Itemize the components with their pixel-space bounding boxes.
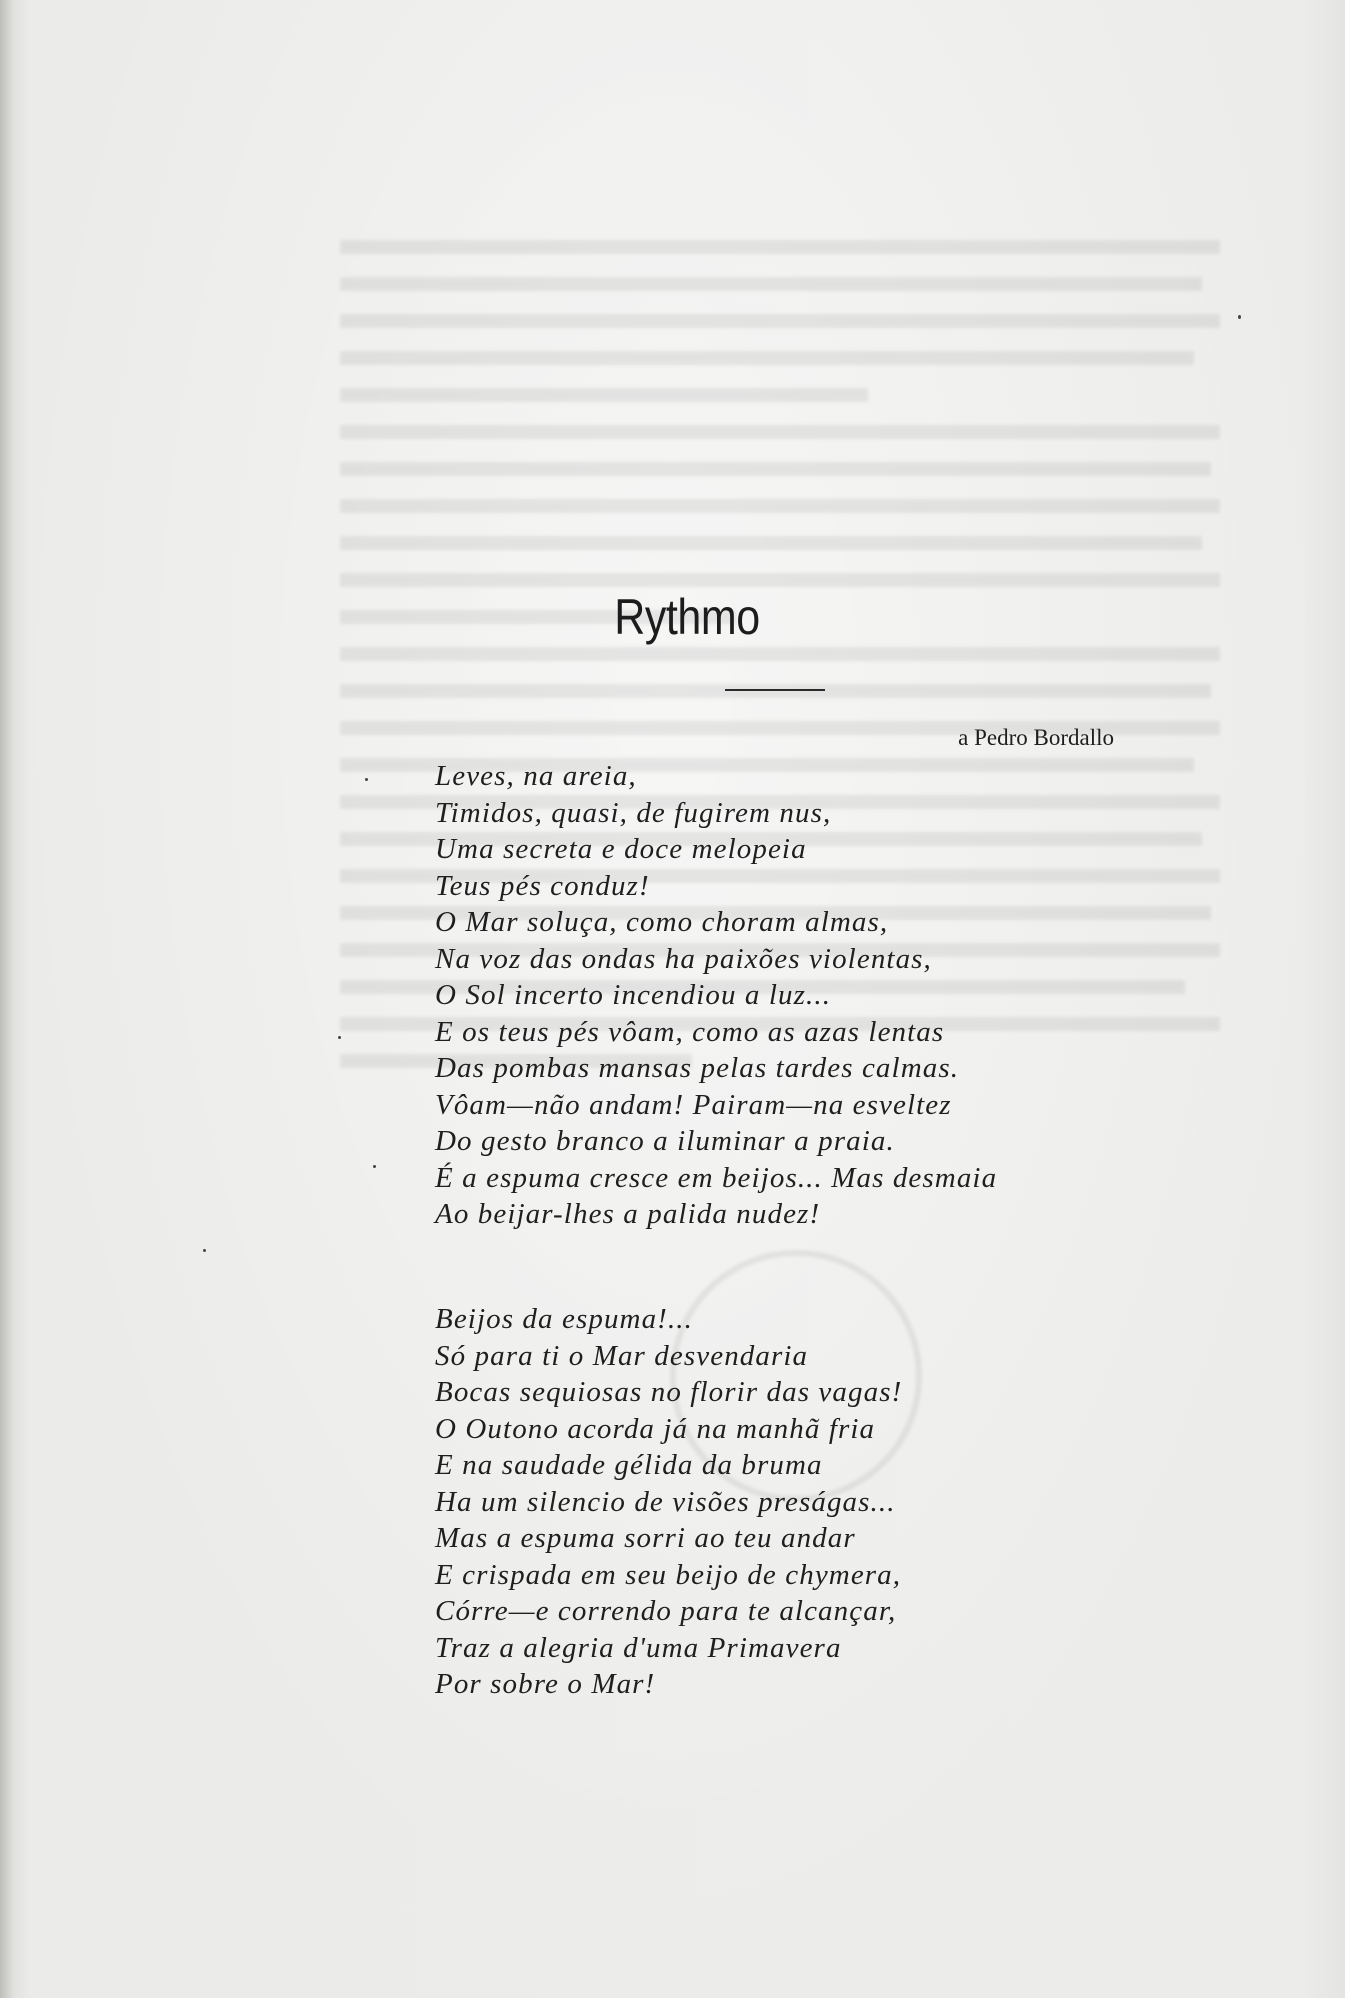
verse-line: Bocas sequiosas no florir das vagas!	[435, 1376, 903, 1408]
title-divider	[725, 689, 825, 691]
verse-line: Vôam—não andam! Pairam—na esveltez	[435, 1088, 952, 1121]
verse-line: Timidos, quasi, de fugirem nus,	[435, 796, 832, 829]
verse-line: Do gesto branco a iluminar a praia.	[435, 1125, 895, 1157]
poem-stanza-1	[435, 758, 997, 1233]
poem-stanza-2	[435, 1301, 902, 1703]
paper-speck	[373, 1165, 376, 1168]
verse-line: Das pombas mansas pelas tardes calmas.	[435, 1052, 960, 1084]
verse-line: E crispada em seu beijo de chymera,	[435, 1558, 902, 1591]
verse-line: Leves, na areia,	[435, 760, 637, 792]
paper-speck	[338, 1036, 341, 1039]
verse-line: Por sobre o Mar!	[435, 1668, 656, 1700]
poem-dedication: a Pedro Bordallo	[958, 725, 1114, 750]
verse-line: O Sol incerto incendiou a luz...	[435, 979, 832, 1011]
paper-speck	[203, 1249, 206, 1252]
verse-line: E os teus pés vôam, como as azas lentas	[435, 1015, 945, 1048]
verse-line: Córre—e correndo para te alcançar,	[435, 1595, 897, 1627]
verse-line: O Mar soluça, como choram almas,	[435, 906, 889, 938]
verse-line: E na saudade gélida da bruma	[435, 1449, 823, 1481]
paper-speck	[1238, 315, 1241, 319]
verse-line: Traz a alegria d'uma Primavera	[435, 1631, 842, 1664]
verse-line: Ao beijar-lhes a palida nudez!	[435, 1198, 821, 1230]
verse-line: Mas a espuma sorri ao teu andar	[435, 1522, 856, 1554]
verse-line: Na voz das ondas ha paixões violentas,	[435, 942, 932, 975]
verse-line: Teus pés conduz!	[435, 869, 650, 902]
verse-line: Ha um silencio de visões preságas...	[435, 1485, 896, 1518]
paper-speck	[365, 778, 368, 781]
verse-line: O Outono acorda já na manhã fria	[435, 1412, 876, 1445]
page-binding-edge	[0, 0, 14, 1998]
verse-line: Uma secreta e doce melopeia	[435, 833, 807, 865]
verse-line: Só para ti o Mar desvendaria	[435, 1339, 809, 1372]
verse-line: Beijos da espuma!...	[435, 1303, 693, 1335]
poem-title: Rythmo	[614, 589, 760, 645]
verse-line: É a espuma cresce em beijos... Mas desmaia	[435, 1161, 998, 1194]
